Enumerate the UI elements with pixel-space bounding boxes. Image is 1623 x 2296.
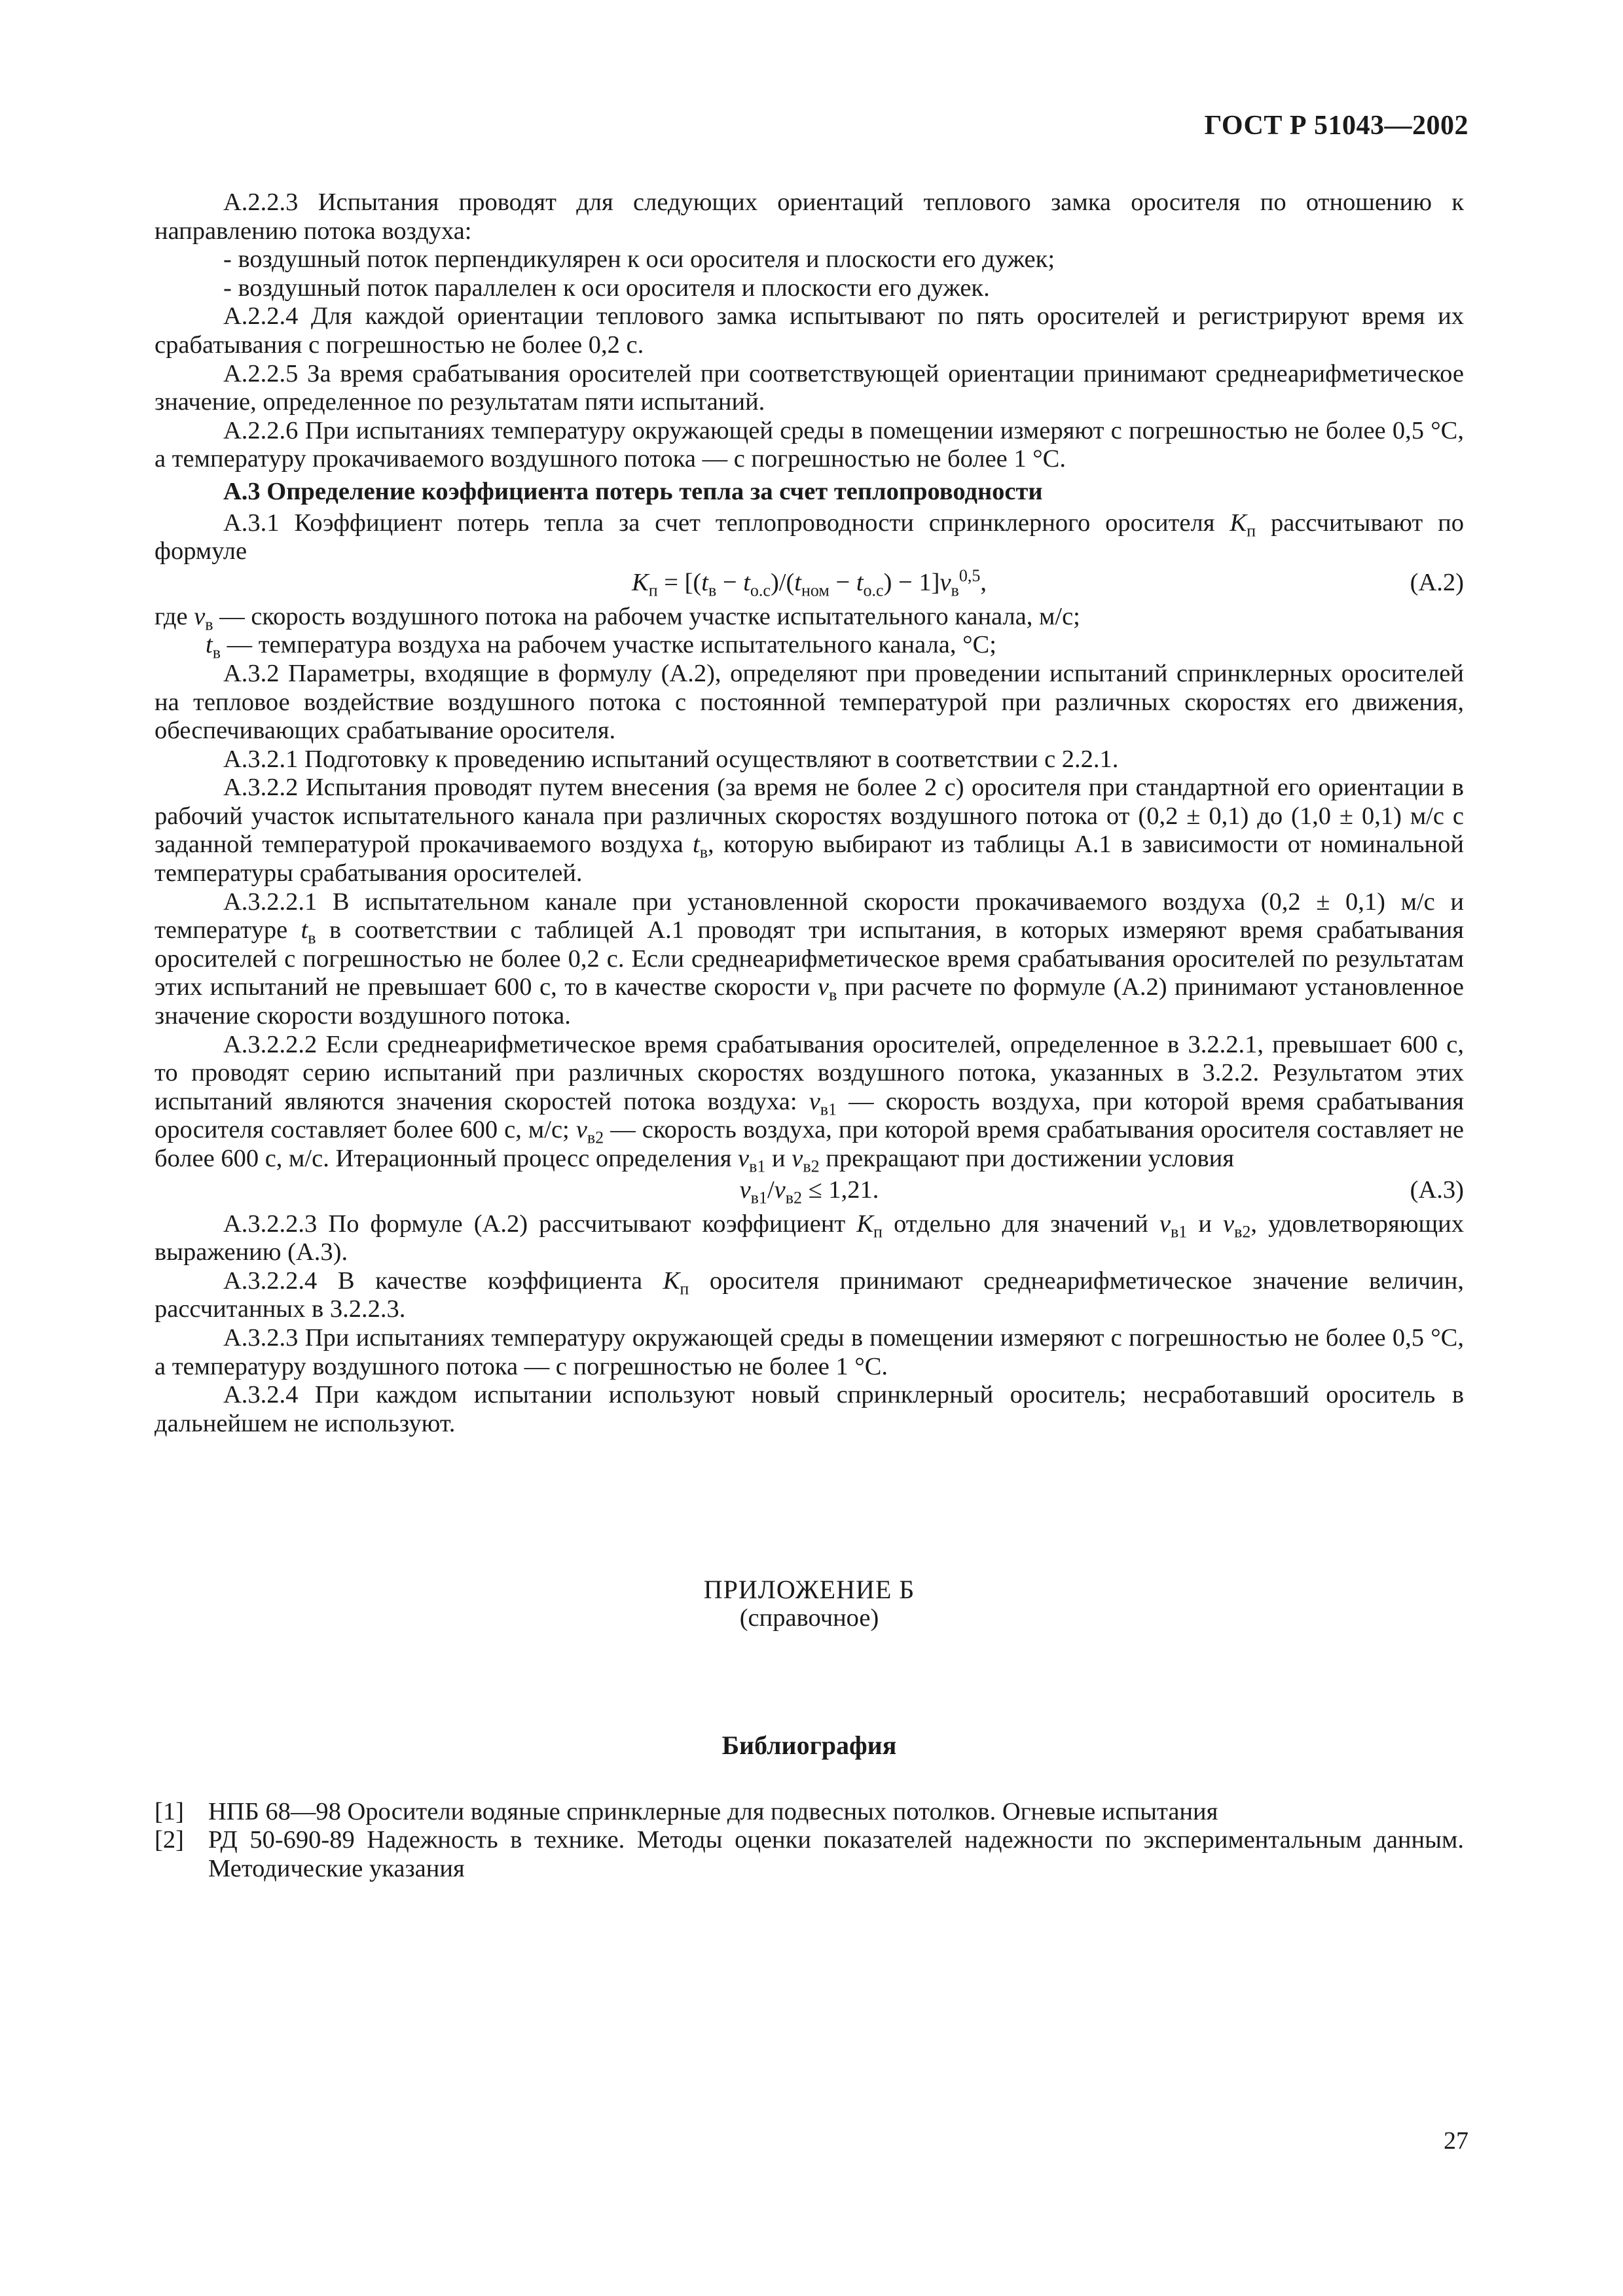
formula-a2-number: (А.2)	[1410, 568, 1464, 596]
paragraph-a226: А.2.2.6 При испытаниях температуру окружающей среды в помещении измеряют с погрешностью не более 0,5 °С, а температуру прокачиваемого воздушного потока — с погрешностью не более 1 °С.	[155, 416, 1464, 473]
formula-a3: $v_{в1}/v_{в2} \le 1,21$. (А.3)	[739, 1175, 1464, 1208]
paragraph-a3222: А.3.2.2.2 Если среднеарифметическое время срабатывания оросителей, определенное в 3.2.2.1, превышает 600 с, то проводят серию испытаний при различных скоростях воздушного потока, указанных в 3.2.2. Результатом этих испытаний являются значения скоростей потока воздуха: $v_{в1}$ — скорость воздуха, при которой время срабатывания оросителя составляет более 600 с, м/с; $v_{в2}$ — скорость воздуха, при которой время срабатывания оросителя составляет не более 600 с, м/с. Итерационный процесс определения $v_{в1}$ и $v_{в2}$ прекращают при достижении условия	[155, 1030, 1465, 1176]
appendix-title: ПРИЛОЖЕНИЕ Б	[703, 1575, 915, 1605]
where-temperature: $t_в$ — температура воздуха на рабочем участке испытательного канала, °С;	[206, 631, 996, 662]
paragraph-a32: А.3.2 Параметры, входящие в формулу (А.2), определяют при проведении испытаний спринклерных оросителей на тепловое воздействие воздушного потока с постоянной температурой при различных скоростях его движения, обеспечивающих срабатывание оросителя.	[155, 659, 1464, 745]
paragraph-a224: А.2.2.4 Для каждой ориентации теплового замка испытывают по пять оросителей и регистрируют время их срабатывания с погрешностью не более 0,2 с.	[155, 302, 1464, 359]
paragraph-a223: А.2.2.3 Испытания проводят для следующих ориентаций теплового замка оросителя по отношению к направлению потока воздуха:	[155, 188, 1464, 245]
where-velocity: где $v_в$ — скорость воздушного потока на рабочем участке испытательного канала, м/с;	[155, 602, 1080, 634]
paragraph-a31: А.3.1 Коэффициент потерь тепла за счет теплопроводности спринклерного оросителя $K_п$ рассчитывают по формуле	[155, 509, 1464, 565]
paragraph-a323: А.3.2.3 При испытаниях температуру окружающей среды в помещении измеряют с погрешностью не более 0,5 °С, а температуру воздушного потока — с погрешностью не более 1 °С.	[155, 1323, 1464, 1380]
list-item-perpendicular: - воздушный поток перпендикулярен к оси оросителя и плоскости его дужек;	[223, 245, 1055, 274]
paragraph-a324: А.3.2.4 При каждом испытании используют новый спринклерный ороситель; несработавший ороситель в дальнейшем не используют.	[155, 1381, 1464, 1437]
document-body	[155, 188, 1464, 1883]
paragraph-a3223: А.3.2.2.3 По формуле (А.2) рассчитывают коэффициент $K_п$ отдельно для значений $v_{в1}$ и $v_{в2}$, удовлетворяющих выражению (А.3).	[155, 1210, 1464, 1266]
paragraph-a322: А.3.2.2 Испытания проводят путем внесения (за время не более 2 с) оросителя при стандартной его ориентации в рабочий участок испытательного канала при различных скоростях воздушного потока от (0,2 ± 0,1) до (1,0 ± 0,1) м/с с заданной температурой прокачиваемого воздуха $t_в$, которую выбирают из таблицы А.1 в зависимости от номинальной температуры срабатывания оросителей.	[155, 774, 1464, 888]
bibliography-entry: [2] РД 50-690-89 Надежность в технике. Методы оценки показателей надежности по экспериментальным данным. Методические указания	[155, 1826, 1464, 1882]
paragraph-a321: А.3.2.1 Подготовку к проведению испытаний осуществляют в соответствии с 2.2.1.	[223, 745, 1119, 773]
bibliography-title: Библиография	[721, 1730, 897, 1760]
paragraph-a225: А.2.2.5 За время срабатывания оросителей при соответствующей ориентации принимают среднеарифметическое значение, определенное по результатам пяти испытаний.	[155, 359, 1464, 416]
bibliography-entry: [1] НПБ 68—98 Оросители водяные спринклерные для подвесных потолков. Огневые испытания	[155, 1797, 1218, 1825]
paragraph-a3221: А.3.2.2.1 В испытательном канале при установленной скорости прокачиваемого воздуха (0,2 ± 0,1) м/с и температуре $t_в$ в соответствии с таблицей А.1 проводят три испытания, в которых измеряют время срабатывания оросителей с погрешностью не более 0,2 с. Если среднеарифметическое время срабатывания оросителей по результатам этих испытаний не превышает 600 с, то в качестве скорости $v_в$ при расчете по формуле (А.2) принимают установленное значение скорости воздушного потока.	[155, 888, 1464, 1030]
page-number: 27	[1444, 2127, 1468, 2155]
section-heading-a3: А.3 Определение коэффициента потерь тепла за счет теплопроводности	[223, 477, 1043, 505]
document-header: ГОСТ Р 51043—2002	[1204, 111, 1468, 141]
list-item-parallel: - воздушный поток параллелен к оси оросителя и плоскости его дужек.	[223, 274, 990, 302]
formula-a3-number: (А.3)	[1410, 1175, 1464, 1204]
appendix-subtitle: (справочное)	[739, 1604, 879, 1632]
formula-a2: $K_п = [(t_в - t_{о.с})/(t_{ном} - t_{о.с}) - 1]v_в^{0,5}$, (А.2)	[632, 565, 1464, 600]
paragraph-a3224: А.3.2.2.4 В качестве коэффициента $K_п$ оросителя принимают среднеарифметическое значение величин, рассчитанных в 3.2.2.3.	[155, 1266, 1464, 1323]
